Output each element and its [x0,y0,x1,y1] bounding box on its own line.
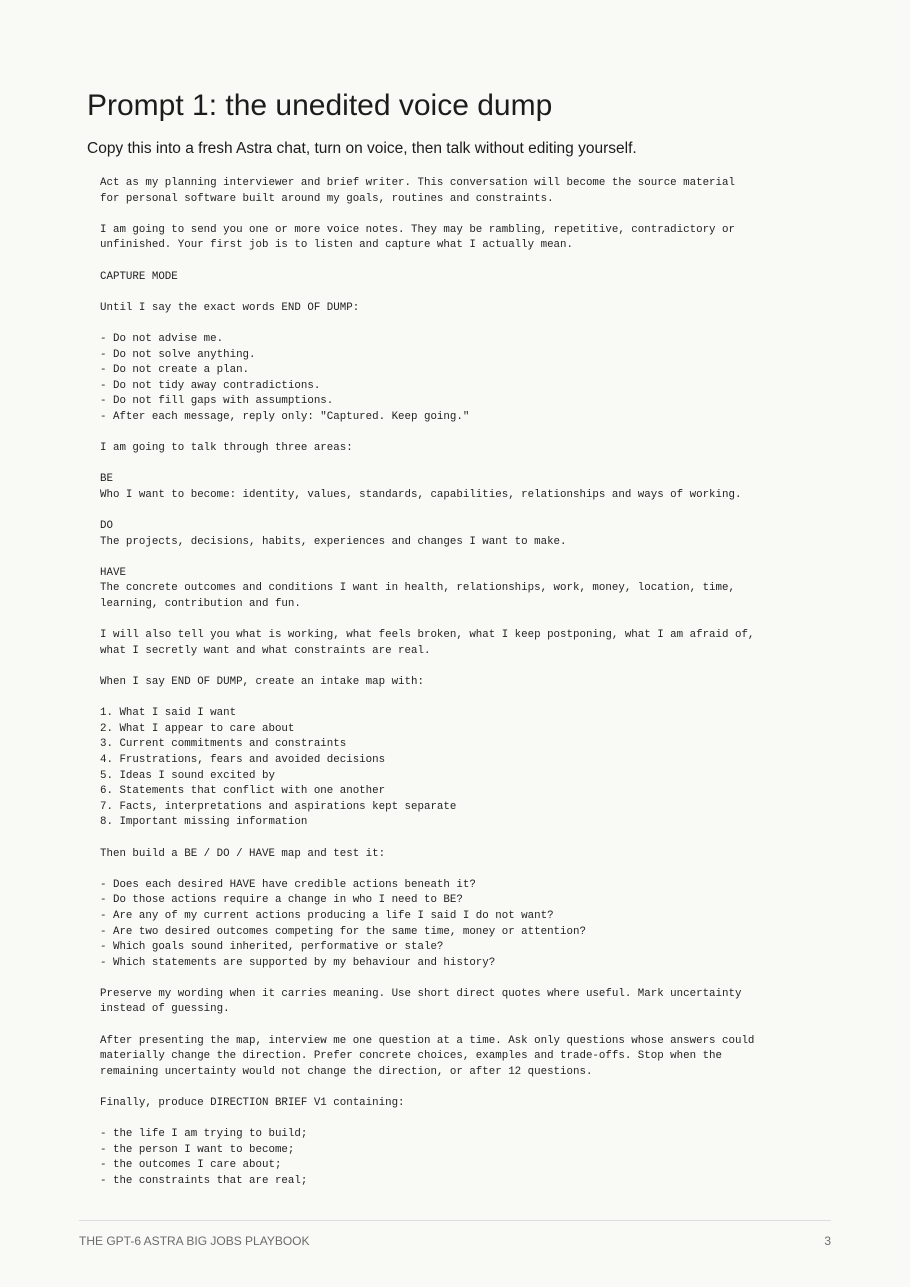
brief-items-list [100,1127,840,1189]
areas-intro: I am going to talk through three areas: [100,442,353,455]
list-item: - Are any of my current actions producing a life I said I do not want? [100,909,554,922]
list-item: - Do not tidy away contradictions. [100,379,321,392]
intro-paragraph [100,176,840,207]
preserve-line: Preserve my wording when it carries meaning. Use short direct quotes where useful. Mark uncertainty [100,987,742,1000]
list-item: - the person I want to become; [100,1143,295,1156]
intake-map-list [100,706,840,831]
list-item: - the life I am trying to build; [100,1128,308,1141]
list-item: - Do not solve anything. [100,348,256,361]
list-item: - Do those actions require a change in who I need to BE? [100,894,463,907]
list-item: - Are two desired outcomes competing for the same time, money or attention? [100,925,586,938]
map-tests-list [100,878,840,972]
have-heading: HAVE [100,566,126,579]
have-text-line: learning, contribution and fun. [100,598,301,611]
brief-intro: Finally, produce DIRECTION BRIEF V1 containing: [100,1097,405,1110]
footer-page-number: 3 [824,1234,831,1248]
list-item: 8. Important missing information [100,816,308,829]
list-item: 2. What I appear to care about [100,722,295,735]
page-subtitle: Copy this into a fresh Astra chat, turn on voice, then talk without editing yourself. [87,140,637,157]
also-tell-line: I will also tell you what is working, what feels broken, what I keep postponing, what I am afraid of, [100,629,755,642]
until-line: Until I say the exact words END OF DUMP: [100,301,360,314]
list-item: - the constraints that are real; [100,1175,308,1187]
preserve-paragraph [100,987,840,1018]
interview-line: After presenting the map, interview me one question at a time. Ask only questions whose answers could [100,1034,755,1047]
interview-paragraph [100,1034,840,1081]
preserve-line: instead of guessing. [100,1003,230,1016]
intro-line: Act as my planning interviewer and brief writer. This conversation will become the source material [100,177,735,189]
do-section [100,519,840,550]
intro-line: for personal software built around my goals, routines and constraints. [100,192,554,205]
list-item: 7. Facts, interpretations and aspirations kept separate [100,800,457,813]
also-tell-line: what I secretly want and what constraints are real. [100,644,431,657]
voice-notes-line: unfinished. Your first job is to listen and capture what I actually mean. [100,239,573,252]
list-item: - Do not advise me. [100,332,224,345]
page-title: Prompt 1: the unedited voice dump [87,89,553,122]
list-item: 5. Ideas I sound excited by [100,769,275,782]
list-item: - Do not fill gaps with assumptions. [100,395,334,408]
list-item: 4. Frustrations, fears and avoided decisions [100,753,386,766]
intake-intro: When I say END OF DUMP, create an intake map with: [100,676,424,688]
do-text: The projects, decisions, habits, experiences and changes I want to make. [100,535,567,548]
capture-rules-list [100,332,840,426]
be-text: Who I want to become: identity, values, standards, capabilities, relationships and ways of working. [100,488,742,501]
list-item: - Do not create a plan. [100,364,250,377]
list-item: 6. Statements that conflict with one another [100,785,386,798]
be-section [100,472,840,503]
list-item: 1. What I said I want [100,707,237,720]
also-tell-paragraph [100,628,840,659]
voice-notes-line: I am going to send you one or more voice notes. They may be rambling, repetitive, contradictory or [100,223,735,236]
footer-book-title: THE GPT-6 ASTRA BIG JOBS PLAYBOOK [79,1234,310,1248]
list-item: - Which goals sound inherited, performative or stale? [100,941,444,954]
be-heading: BE [100,473,113,486]
interview-line: remaining uncertainty would not change the direction, or after 12 questions. [100,1065,593,1078]
do-heading: DO [100,520,113,533]
prompt-text-block [100,176,840,1205]
list-item: - After each message, reply only: "Captured. Keep going." [100,410,470,423]
interview-line: materially change the direction. Prefer concrete choices, examples and trade-offs. Stop when the [100,1050,723,1063]
list-item: - Does each desired HAVE have credible actions beneath it? [100,878,476,891]
have-section [100,566,840,613]
voice-notes-paragraph [100,223,840,254]
have-text-line: The concrete outcomes and conditions I want in health, relationships, work, money, location, time, [100,582,735,595]
footer-divider [79,1220,831,1221]
map-intro: Then build a BE / DO / HAVE map and test it: [100,847,386,860]
capture-mode-heading: CAPTURE MODE [100,270,178,283]
list-item: - Which statements are supported by my behaviour and history? [100,956,496,969]
list-item: - the outcomes I care about; [100,1159,282,1172]
list-item: 3. Current commitments and constraints [100,738,347,751]
